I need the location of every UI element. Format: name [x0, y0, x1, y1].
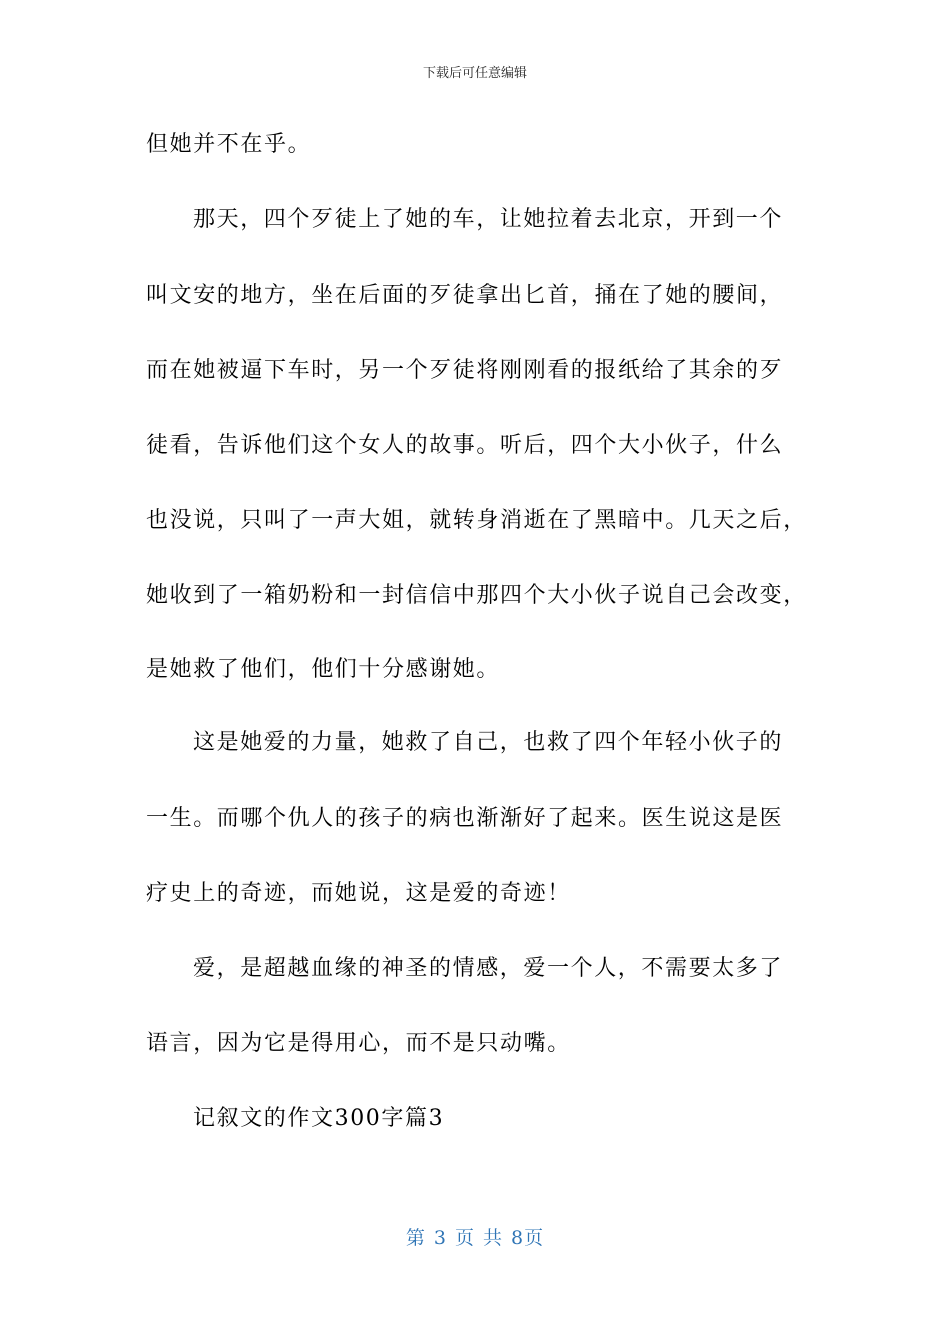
text-line: 也没说，只叫了一声大姐，就转身消逝在了黑暗中。几天之后，: [146, 508, 807, 533]
footer-page-word: 页: [454, 1227, 475, 1249]
text-line: 这是她爱的力量，她救了自己，也救了四个年轻小伙子的: [193, 730, 784, 755]
footer-total-pages: 8页: [511, 1227, 545, 1249]
text-line: 那天，四个歹徒上了她的车，让她拉着去北京，开到一个: [193, 207, 784, 232]
section-heading: 记叙文的作文300字篇3: [193, 1106, 445, 1131]
text-line: 语言，因为它是得用心，而不是只动嘴。: [146, 1031, 571, 1056]
text-line: 一生。而哪个仇人的孩子的病也渐渐好了起来。医生说这是医: [146, 806, 784, 831]
text-line: 而在她被逼下车时，另一个歹徒将刚刚看的报纸给了其余的歹: [146, 358, 784, 383]
footer-total-label: 共: [483, 1227, 504, 1249]
footer-current-page: 3: [433, 1227, 447, 1249]
text-line: 疗史上的奇迹，而她说，这是爱的奇迹！: [146, 881, 571, 906]
footer-prefix: 第: [405, 1227, 426, 1249]
text-line: 她收到了一箱奶粉和一封信信中那四个大小伙子说自己会改变，: [146, 583, 807, 608]
page-header-note: 下载后可任意编辑: [422, 66, 527, 81]
page-number-footer: [0, 1226, 950, 1250]
text-line: 徒看，告诉他们这个女人的故事。听后，四个大小伙子，什么: [146, 433, 784, 458]
text-line: 但她并不在乎。: [146, 132, 312, 157]
text-line: 是她救了他们，他们十分感谢她。: [146, 657, 501, 682]
text-line: 叫文安的地方，坐在后面的歹徒拿出匕首，捅在了她的腰间，: [146, 283, 784, 308]
text-line: 爱，是超越血缘的神圣的情感，爱一个人，不需要太多了: [193, 956, 784, 981]
